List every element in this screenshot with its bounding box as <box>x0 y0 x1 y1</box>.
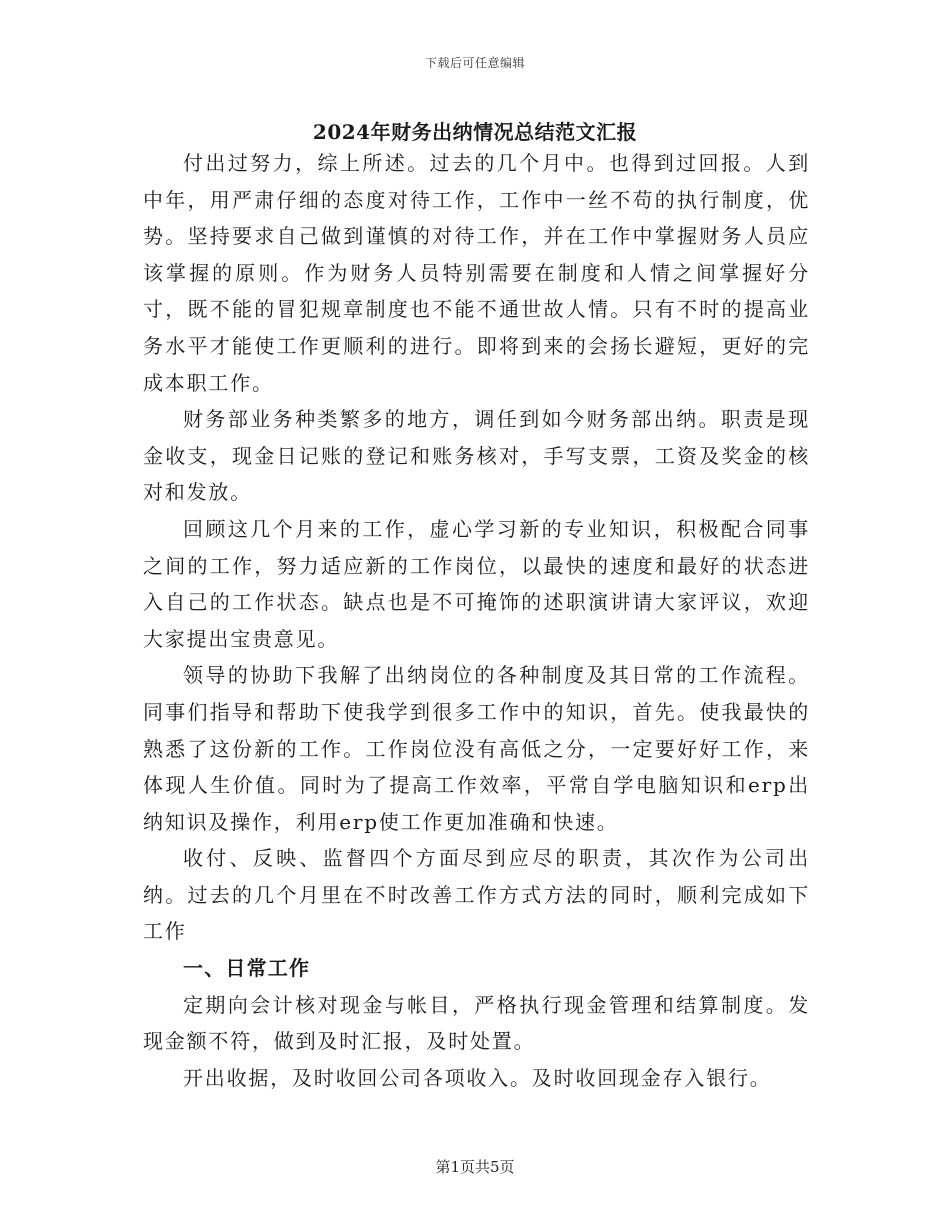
paragraph-responsibilities: 收付、反映、监督四个方面尽到应尽的职责，其次作为公司出纳。过去的几个月里在不时改善工作方式方法的同时，顺利完成如下工作 <box>143 846 810 944</box>
document-title: 2024年财务出纳情况总结范文汇报 <box>312 120 638 144</box>
page-footer-indicator: 第1页共5页 <box>435 1158 515 1176</box>
paragraph-summary: 付出过努力，综上所述。过去的几个月中。也得到过回报。人到中年，用严肃仔细的态度对待工作，工作中一丝不苟的执行制度，优势。坚持要求自己做到谨慎的对待工作，并在工作中掌握财务人员应该掌握的原则。作为财务人员特别需要在制度和人情之间掌握好分寸，既不能的冒犯规章制度也不能不通世故人情。只有不时的提高业务水平才能使工作更顺利的进行。即将到来的会扬长避短，更好的完成本职工作。 <box>143 151 810 395</box>
paragraph-receipts: 开出收据，及时收回公司各项收入。及时收回现金存入银行。 <box>183 1065 772 1090</box>
paragraph-learning: 领导的协助下我解了出纳岗位的各种制度及其日常的工作流程。同事们指导和帮助下使我学到很多工作中的知识，首先。使我最快的熟悉了这份新的工作。工作岗位没有高低之分，一定要好好工作，来体现人生价值。同时为了提高工作效率，平常自学电脑知识和erp出纳知识及操作，利用erp使工作更加准确和快速。 <box>143 663 810 834</box>
page-header-note: 下载后可任意编辑 <box>424 56 525 70</box>
section-heading-daily-work: 一、日常工作 <box>183 956 311 981</box>
document-body <box>143 145 810 1096</box>
paragraph-cash-check: 定期向会计核对现金与帐目，严格执行现金管理和结算制度。发现金额不符，做到及时汇报，及时处置。 <box>143 992 810 1054</box>
paragraph-duties: 财务部业务种类繁多的地方，调任到如今财务部出纳。职责是现金收支，现金日记账的登记和账务核对，手写支票，工资及奖金的核对和发放。 <box>143 407 810 505</box>
paragraph-review: 回顾这几个月来的工作，虚心学习新的专业知识，积极配合同事之间的工作，努力适应新的工作岗位，以最快的速度和最好的状态进入自己的工作状态。缺点也是不可掩饰的述职演讲请大家评议，欢迎大家提出宝贵意见。 <box>143 516 810 651</box>
